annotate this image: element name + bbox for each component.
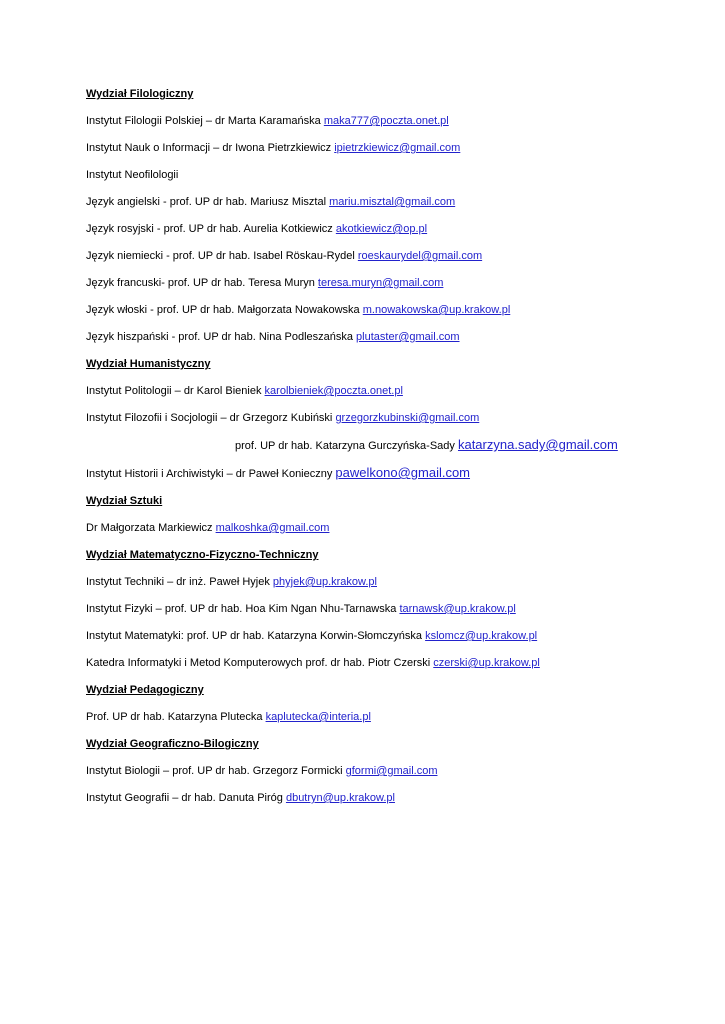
- contact-line: Instytut Fizyki – prof. UP dr hab. Hoa Kim Ngan Nhu-Tarnawska tarnawsk@up.krakow.pl: [86, 603, 516, 615]
- contact-line: Instytut Historii i Archiwistyki – dr Paweł Konieczny pawelkono@gmail.com: [86, 465, 471, 480]
- email-link[interactable]: tarnawsk@up.krakow.pl: [399, 603, 516, 615]
- section-heading: Wydział Geograficzno-Bilogiczny: [86, 738, 259, 750]
- email-link[interactable]: kslomcz@up.krakow.pl: [425, 630, 538, 642]
- contact-line: Prof. UP dr hab. Katarzyna Plutecka kaplutecka@interia.pl: [86, 711, 371, 723]
- email-link[interactable]: akotkiewicz@op.pl: [335, 223, 428, 235]
- email-link[interactable]: ipietrzkiewicz@gmail.com: [334, 142, 461, 154]
- email-link[interactable]: roeskaurydel@gmail.com: [357, 250, 483, 262]
- email-link[interactable]: karolbieniek@poczta.onet.pl: [264, 385, 403, 397]
- contact-line: Katedra Informatyki i Metod Komputerowych prof. dr hab. Piotr Czerski czerski@up.krakow.pl: [86, 657, 540, 669]
- contact-line: Język rosyjski - prof. UP dr hab. Aurelia Kotkiewicz akotkiewicz@op.pl: [86, 223, 428, 235]
- email-link[interactable]: teresa.muryn@gmail.com: [317, 277, 444, 289]
- section-heading: Wydział Pedagogiczny: [86, 684, 204, 696]
- email-link[interactable]: gformi@gmail.com: [345, 765, 438, 777]
- email-link[interactable]: kaplutecka@interia.pl: [265, 711, 371, 723]
- contact-line: Instytut Filologii Polskiej – dr Marta Karamańska maka777@poczta.onet.pl: [86, 115, 449, 127]
- contact-line: Instytut Geografii – dr hab. Danuta Piróg dbutryn@up.krakow.pl: [86, 792, 395, 804]
- email-link[interactable]: czerski@up.krakow.pl: [433, 657, 540, 669]
- contact-line: Język francuski- prof. UP dr hab. Teresa Muryn teresa.muryn@gmail.com: [86, 277, 444, 289]
- contact-line: Instytut Matematyki: prof. UP dr hab. Katarzyna Korwin-Słomczyńska kslomcz@up.krakow.pl: [86, 630, 538, 642]
- contact-line: Dr Małgorzata Markiewicz malkoshka@gmail.com: [86, 522, 330, 534]
- section-heading: Wydział Filologiczny: [86, 88, 194, 100]
- contact-line: Instytut Filozofii i Socjologii – dr Grzegorz Kubiński grzegorzkubinski@gmail.com: [86, 412, 480, 424]
- contact-line: Instytut Neofilologii: [86, 169, 179, 181]
- section-heading: Wydział Humanistyczny: [86, 358, 211, 370]
- email-link[interactable]: maka777@poczta.onet.pl: [323, 115, 449, 127]
- section-heading: Wydział Matematyczno-Fizyczno-Techniczny: [86, 549, 319, 561]
- contact-line: Język hiszpański - prof. UP dr hab. Nina Podleszańska plutaster@gmail.com: [86, 331, 460, 343]
- email-link[interactable]: phyjek@up.krakow.pl: [272, 576, 377, 588]
- section-heading: Wydział Sztuki: [86, 495, 163, 507]
- email-link[interactable]: grzegorzkubinski@gmail.com: [335, 412, 480, 424]
- email-link[interactable]: m.nowakowska@up.krakow.pl: [362, 304, 511, 316]
- email-link[interactable]: katarzyna.sady@gmail.com: [457, 437, 618, 452]
- email-link[interactable]: plutaster@gmail.com: [356, 331, 460, 343]
- contact-line: prof. UP dr hab. Katarzyna Gurczyńska-Sady katarzyna.sady@gmail.com: [235, 437, 618, 452]
- email-link[interactable]: mariu.misztal@gmail.com: [329, 196, 456, 208]
- contact-line: Instytut Nauk o Informacji – dr Iwona Pietrzkiewicz ipietrzkiewicz@gmail.com: [86, 142, 461, 154]
- contact-line: Język niemiecki - prof. UP dr hab. Isabel Röskau-Rydel roeskaurydel@gmail.com: [86, 250, 483, 262]
- email-link[interactable]: pawelkono@gmail.com: [335, 465, 471, 480]
- contact-line: Język włoski - prof. UP dr hab. Małgorzata Nowakowska m.nowakowska@up.krakow.pl: [86, 304, 511, 316]
- contact-line: Język angielski - prof. UP dr hab. Mariusz Misztal mariu.misztal@gmail.com: [86, 196, 456, 208]
- email-link[interactable]: malkoshka@gmail.com: [215, 522, 330, 534]
- email-link[interactable]: dbutryn@up.krakow.pl: [285, 792, 395, 804]
- contact-line: Instytut Politologii – dr Karol Bieniek karolbieniek@poczta.onet.pl: [86, 385, 403, 397]
- contact-line: Instytut Biologii – prof. UP dr hab. Grzegorz Formicki gformi@gmail.com: [86, 765, 438, 777]
- contact-line: Instytut Techniki – dr inż. Paweł Hyjek phyjek@up.krakow.pl: [86, 576, 377, 588]
